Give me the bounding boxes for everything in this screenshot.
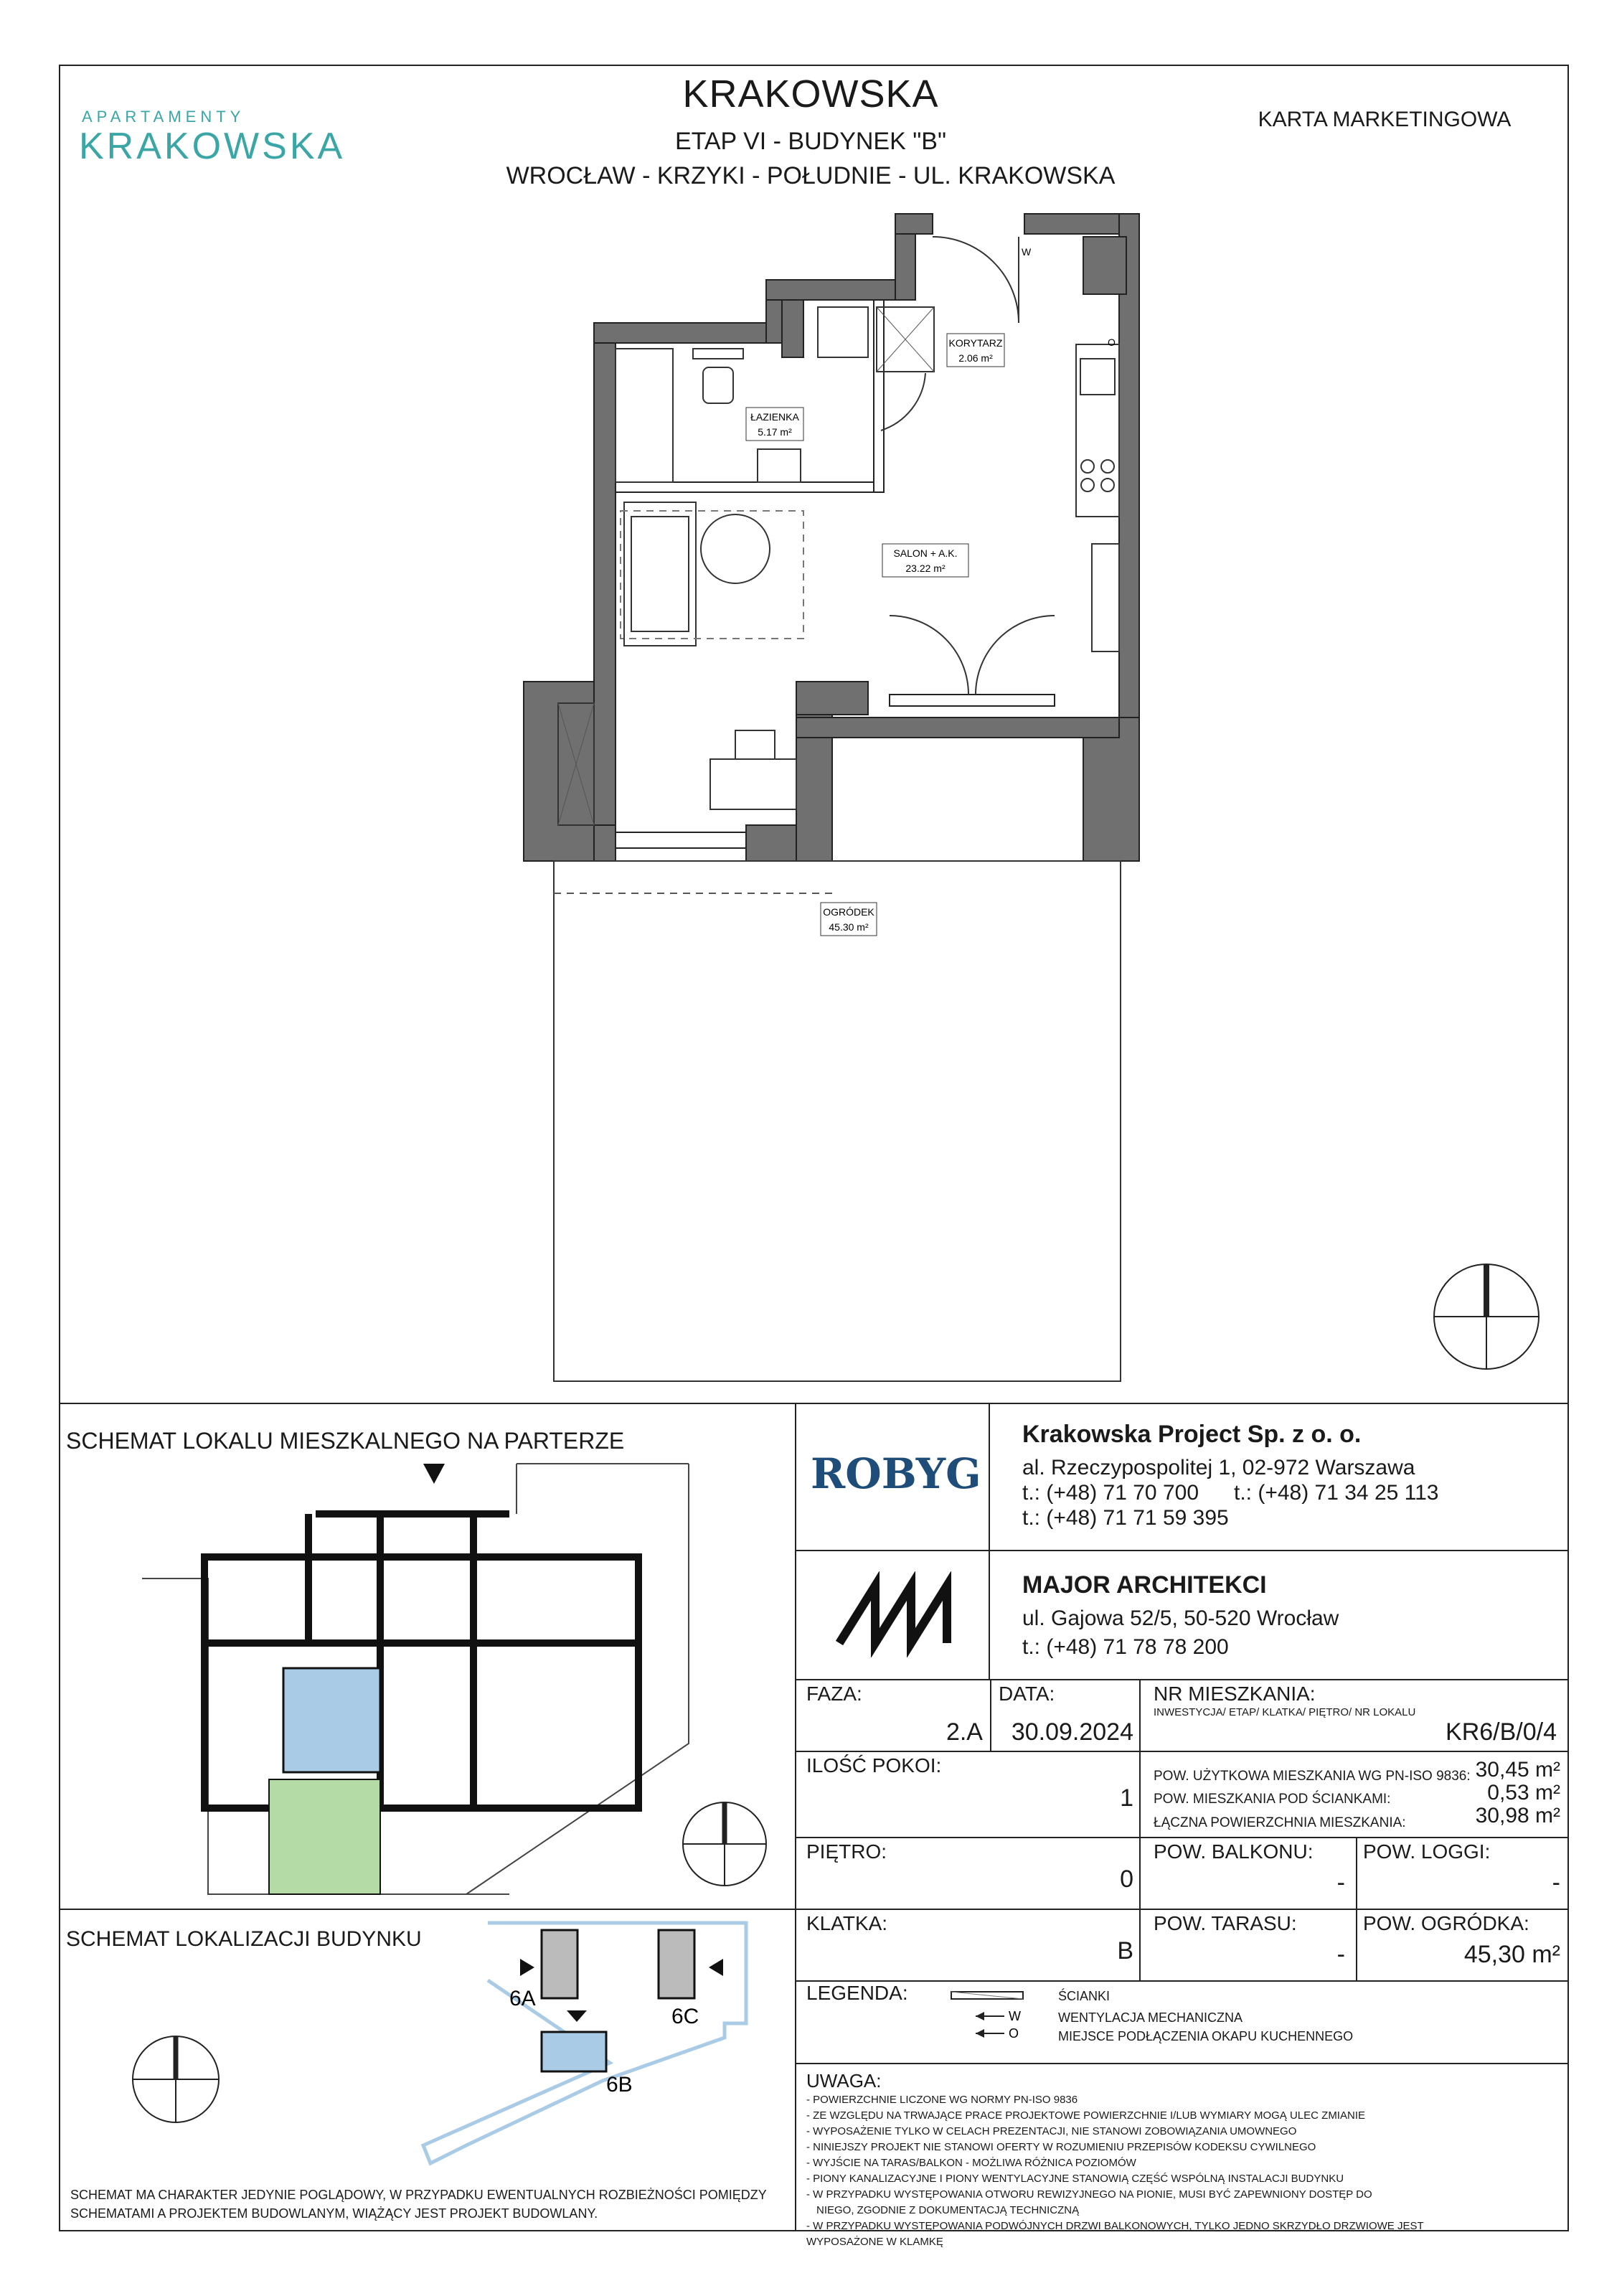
logo-top-text: APARTAMENTY (82, 108, 245, 126)
note-item: - W PRZYPADKU WYSTĘPOWANIA PODWÓJNYCH DRZWI BALKONOWYCH, TYLKO JEDNO SKRZYDŁO DRZWIOWE JEST (806, 2220, 1424, 2232)
architect-name: MAJOR ARCHITEKCI (1022, 1571, 1267, 1599)
bath-wall (874, 300, 884, 492)
developer-phone-2: t.: (+48) 71 34 25 113 (1234, 1481, 1439, 1505)
bath-partition (616, 482, 881, 492)
garden-highlight (269, 1779, 380, 1894)
label-6a: 6A (509, 1987, 536, 2010)
plan-walls (524, 214, 1139, 861)
major-architekci-logo-icon (832, 1571, 961, 1657)
location-schema (122, 1909, 782, 2181)
vent-o-mark: O (1108, 337, 1116, 348)
developer-phone-1: t.: (+48) 71 70 700 (1022, 1481, 1199, 1505)
label-living: SALON + A.K. (893, 547, 958, 559)
notes-list (806, 2092, 1560, 2250)
vent-w-mark: W (1022, 246, 1032, 258)
window-bottom (616, 832, 746, 848)
page-title: KRAKOWSKA (682, 72, 939, 116)
total-label: ŁĄCZNA POWIERZCHNIA MIESZKANIA: (1154, 1815, 1406, 1830)
walls-value: 0,53 m² (1487, 1781, 1560, 1805)
rooms-value: 1 (1120, 1784, 1133, 1812)
area-bathroom: 5.17 m² (758, 426, 792, 438)
building-6c (659, 1930, 694, 1998)
walls-label: POW. MIESZKANIA POD ŚCIANKAMI: (1154, 1792, 1391, 1807)
legend-ventilation: WENTYLACJA MECHANICZNA (1058, 2010, 1243, 2025)
area-living: 23.22 m² (905, 563, 946, 574)
label-garden: OGRÓDEK (823, 906, 874, 918)
architect-address: ul. Gajowa 52/5, 50-520 Wrocław (1022, 1606, 1339, 1630)
developer-phone-3: t.: (+48) 71 71 59 395 (1022, 1506, 1229, 1530)
legend-walls: ŚCIANKI (1058, 1989, 1111, 2003)
location-schema-title: SCHEMAT LOKALIZACJI BUDYNKU (66, 1927, 422, 1951)
architect-phone: t.: (+48) 71 78 78 200 (1022, 1635, 1229, 1659)
phase-label: FAZA: (806, 1683, 862, 1705)
rooms-label: ILOŚĆ POKOI: (806, 1754, 942, 1777)
unit-label: NR MIESZKANIA: (1154, 1683, 1316, 1705)
floor-label: PIĘTRO: (806, 1840, 887, 1863)
label-corridor: KORYTARZ (948, 337, 1003, 349)
unit-sublabel: INWESTYCJA/ ETAP/ KLATKA/ PIĘTRO/ NR LOKALU (1154, 1706, 1416, 1718)
location-subtitle: WROCŁAW - KRZYKI - POŁUDNIE - UL. KRAKOWSKA (506, 162, 1116, 189)
legend-w: W (1009, 2009, 1021, 2023)
notes-title: UWAGA: (806, 2070, 882, 2092)
note-item: - NINIEJSZY PROJEKT NIE STANOWI OFERTY W ROZUMIENIU PRZEPISÓW KODEKSU CYWILNEGO (806, 2141, 1316, 2153)
label-6c: 6C (671, 2005, 699, 2028)
loggia-label: POW. LOGGI: (1363, 1840, 1491, 1863)
note-item: - W PRZYPADKU WYSTĘPOWANIA OTWORU REWIZYJNEGO NA PIONIE, MUSI BYĆ ZAPEWNIONY DOSTĘP DO (806, 2188, 1372, 2201)
note-item: - POWIERZCHNIE LICZONE WG NORMY PN-ISO 9836 (806, 2094, 1078, 2106)
balcony-value: - (1336, 1869, 1345, 1896)
entry-arrow-icon (423, 1464, 445, 1484)
terrace-label: POW. TARASU: (1154, 1912, 1297, 1934)
building-6a (542, 1930, 577, 1998)
unit-highlight (283, 1668, 380, 1772)
usable-value: 30,45 m² (1475, 1758, 1560, 1782)
label-bathroom: ŁAZIENKA (750, 411, 799, 423)
terrace-value: - (1336, 1941, 1345, 1968)
usable-label: POW. UŻYTKOWA MIESZKANIA WG PN-ISO 9836: (1154, 1769, 1471, 1784)
date-value: 30.09.2024 (1011, 1718, 1133, 1746)
garden-outline (554, 861, 1121, 1381)
building-6b (542, 2032, 606, 2071)
compass-icon (1434, 1264, 1539, 1369)
balcony-label: POW. BALKONU: (1154, 1840, 1314, 1863)
note-item: NIEGO, ZGODNIE Z DOKUMENTACJĄ TECHNICZNĄ (816, 2204, 1080, 2216)
stage-subtitle: ETAP VI - BUDYNEK "B" (674, 128, 947, 155)
balcony-door (890, 695, 1055, 706)
total-value: 30,98 m² (1475, 1804, 1560, 1827)
note-item: WYPOSAŻONE W KLAMKĘ (806, 2236, 943, 2248)
logo-bottom-text: KRAKOWSKA (79, 126, 346, 167)
legend-o: O (1009, 2026, 1019, 2041)
date-label: DATA: (999, 1683, 1055, 1705)
robyg-logo: ROBYG (811, 1449, 981, 1498)
legend-hood: MIEJSCE PODŁĄCZENIA OKAPU KUCHENNEGO (1058, 2029, 1354, 2043)
unit-value: KR6/B/0/4 (1446, 1718, 1557, 1746)
legend-symbols (947, 1986, 1040, 2058)
stair-label: KLATKA: (806, 1912, 888, 1934)
ground-schema-title: SCHEMAT LOKALU MIESZKALNEGO NA PARTERZE (66, 1428, 625, 1454)
card-type: KARTA MARKETINGOWA (1258, 108, 1512, 131)
schema-compass-icon (683, 1802, 766, 1886)
floor-value: 0 (1120, 1866, 1133, 1893)
legend-title: LEGENDA: (806, 1982, 908, 2004)
note-item: - WYPOSAŻENIE TYLKO W CELACH PREZENTACJI, NIE STANOWI ZOBOWIĄZANIA UMOWNEGO (806, 2125, 1297, 2137)
loggia-value: - (1552, 1869, 1560, 1896)
schema-disclaimer: SCHEMAT MA CHARAKTER JEDYNIE POGLĄDOWY, W PRZYPADKU EWENTUALNYCH ROZBIEŻNOŚCI POMIĘDZY SCHEMATAMI A PROJEKTEM BUDOWLANYM, WIĄŻĄCY JEST PROJEKT BUDOWLANY. (70, 2188, 767, 2221)
developer-name: Krakowska Project Sp. z o. o. (1022, 1421, 1362, 1448)
note-item: - PIONY KANALIZACYJNE I PIONY WENTYLACYJNE STANOWIĄ CZĘŚĆ WSPÓLNĄ INSTALACJI BUDYNKU (806, 2173, 1344, 2185)
phase-value: 2.A (946, 1718, 983, 1746)
developer-address: al. Rzeczypospolitej 1, 02-972 Warszawa (1022, 1456, 1415, 1479)
area-corridor: 2.06 m² (958, 352, 993, 364)
ground-schema (136, 1457, 782, 1901)
garden-area-label: POW. OGRÓDKA: (1363, 1912, 1529, 1934)
area-garden: 45.30 m² (829, 921, 869, 933)
garden-area-value: 45,30 m² (1463, 1941, 1560, 1968)
location-compass-icon (133, 2036, 219, 2122)
note-item: - WYJŚCIE NA TARAS/BALKON - MOŻLIWA RÓŻNICA POZIOMÓW (806, 2157, 1136, 2169)
label-6b: 6B (606, 2073, 633, 2097)
stair-value: B (1117, 1937, 1133, 1965)
note-item: - ZE WZGLĘDU NA TRWAJĄCE PRACE PROJEKTOWE POWIERZCHNIE I/LUB WYMIARY MOGĄ ULEC ZMIANIE (806, 2109, 1365, 2122)
